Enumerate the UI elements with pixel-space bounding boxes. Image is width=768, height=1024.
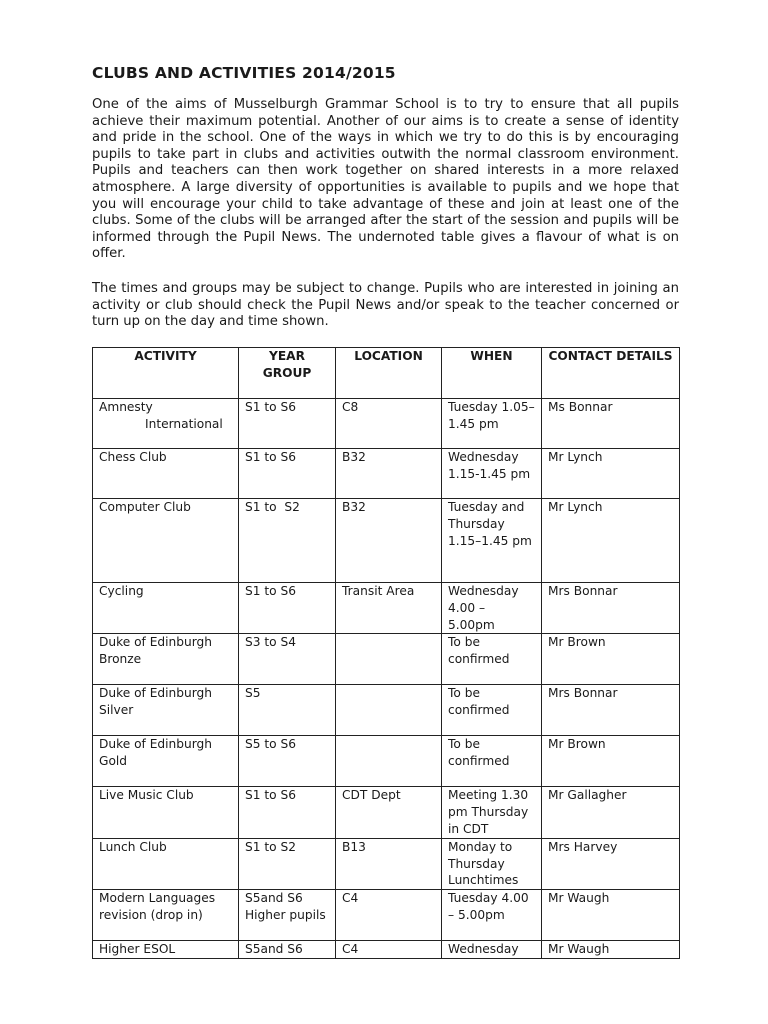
location: C8 xyxy=(336,399,442,449)
location xyxy=(336,736,442,787)
activity-name: Chess Club xyxy=(93,449,239,499)
year-group: S1 to S6 xyxy=(239,583,336,634)
header-contact: CONTACT DETAILS xyxy=(542,348,680,399)
location: B32 xyxy=(336,449,442,499)
activity-name: Cycling xyxy=(93,583,239,634)
activity-name: Higher ESOL xyxy=(93,941,239,959)
when: To be confirmed xyxy=(442,685,542,736)
when: To be confirmed xyxy=(442,736,542,787)
table-row xyxy=(93,941,680,959)
table-row xyxy=(93,736,680,787)
activity-name: Computer Club xyxy=(93,499,239,583)
contact: Ms Bonnar xyxy=(542,399,680,449)
contact: Mr Lynch xyxy=(542,499,680,583)
table-row xyxy=(93,685,680,736)
year-group: S1 to S6 xyxy=(239,399,336,449)
when: Wednesday xyxy=(442,941,542,959)
table-row xyxy=(93,634,680,685)
table-row xyxy=(93,583,680,634)
year-group: S5and S6 Higher pupils xyxy=(239,890,336,941)
when: Wednesday 1.15-1.45 pm xyxy=(442,449,542,499)
header-location: LOCATION xyxy=(336,348,442,399)
contact: Mr Brown xyxy=(542,634,680,685)
contact: Mr Gallagher xyxy=(542,787,680,838)
activity-name: Modern Languages revision (drop in) xyxy=(93,890,239,941)
when: Wednesday 4.00 – 5.00pm xyxy=(442,583,542,634)
when: Meeting 1.30 pm Thursday in CDT xyxy=(442,787,542,838)
year-group: S1 to S6 xyxy=(239,787,336,838)
activity-name: Amnesty xyxy=(99,400,153,414)
contact: Mrs Bonnar xyxy=(542,685,680,736)
location: C4 xyxy=(336,941,442,959)
year-group: S5and S6 xyxy=(239,941,336,959)
year-group: S1 to S6 xyxy=(239,449,336,499)
year-group: S1 to S2 xyxy=(239,838,336,889)
table-row xyxy=(93,499,680,583)
location: Transit Area xyxy=(336,583,442,634)
page-title: CLUBS AND ACTIVITIES 2014/2015 xyxy=(92,64,396,82)
activity-name: Duke of Edinburgh Bronze xyxy=(93,634,239,685)
header-year-group: YEAR GROUP xyxy=(239,348,336,399)
notice-paragraph: The times and groups may be subject to change. Pupils who are interested in joining an activity or club should check the Pupil News and/or speak to the teacher concerned or turn up on the day and time shown. xyxy=(92,281,679,330)
table-row xyxy=(93,449,680,499)
year-group: S1 to S2 xyxy=(239,499,336,583)
location: B13 xyxy=(336,838,442,889)
location xyxy=(336,685,442,736)
location xyxy=(336,634,442,685)
location: C4 xyxy=(336,890,442,941)
contact: Mr Waugh xyxy=(542,941,680,959)
location: CDT Dept xyxy=(336,787,442,838)
contact: Mrs Harvey xyxy=(542,838,680,889)
activity-name: Lunch Club xyxy=(93,838,239,889)
activity-name: Duke of Edinburgh Silver xyxy=(93,685,239,736)
table-row xyxy=(93,890,680,941)
contact: Mr Brown xyxy=(542,736,680,787)
when: Tuesday and Thursday 1.15–1.45 pm xyxy=(442,499,542,583)
when: To be confirmed xyxy=(442,634,542,685)
contact: Mr Lynch xyxy=(542,449,680,499)
table-header-row xyxy=(93,348,680,399)
activity-name: Duke of Edinburgh Gold xyxy=(93,736,239,787)
location: B32 xyxy=(336,499,442,583)
contact: Mrs Bonnar xyxy=(542,583,680,634)
when: Tuesday 4.00 – 5.00pm xyxy=(442,890,542,941)
year-group: S3 to S4 xyxy=(239,634,336,685)
header-activity: ACTIVITY xyxy=(93,348,239,399)
activity-name-continued: International xyxy=(145,416,223,431)
activity-name: Live Music Club xyxy=(93,787,239,838)
clubs-table xyxy=(92,347,680,959)
year-group: S5 xyxy=(239,685,336,736)
table-row xyxy=(93,787,680,838)
year-group: S5 to S6 xyxy=(239,736,336,787)
table-row xyxy=(93,399,680,449)
when: Tuesday 1.05–1.45 pm xyxy=(442,399,542,449)
contact: Mr Waugh xyxy=(542,890,680,941)
table-row xyxy=(93,838,680,889)
when: Monday to Thursday Lunchtimes xyxy=(442,838,542,889)
intro-paragraph: One of the aims of Musselburgh Grammar School is to try to ensure that all pupils achieve their maximum potential. Another of our aims is to create a sense of identity and pride in the school. One of the ways in which we try to do this is by encouraging pupils to take part in clubs and activities outwith the normal classroom environment. Pupils and teachers can then work together on shared interests in a more relaxed atmosphere. A large diversity of opportunities is available to pupils and we hope that you will encourage your child to take advantage of these and join at least one of the clubs. Some of the clubs will be arranged after the start of the session and pupils will be informed through the Pupil News. The undernoted table gives a flavour of what is on offer. xyxy=(92,97,679,262)
header-when: WHEN xyxy=(442,348,542,399)
